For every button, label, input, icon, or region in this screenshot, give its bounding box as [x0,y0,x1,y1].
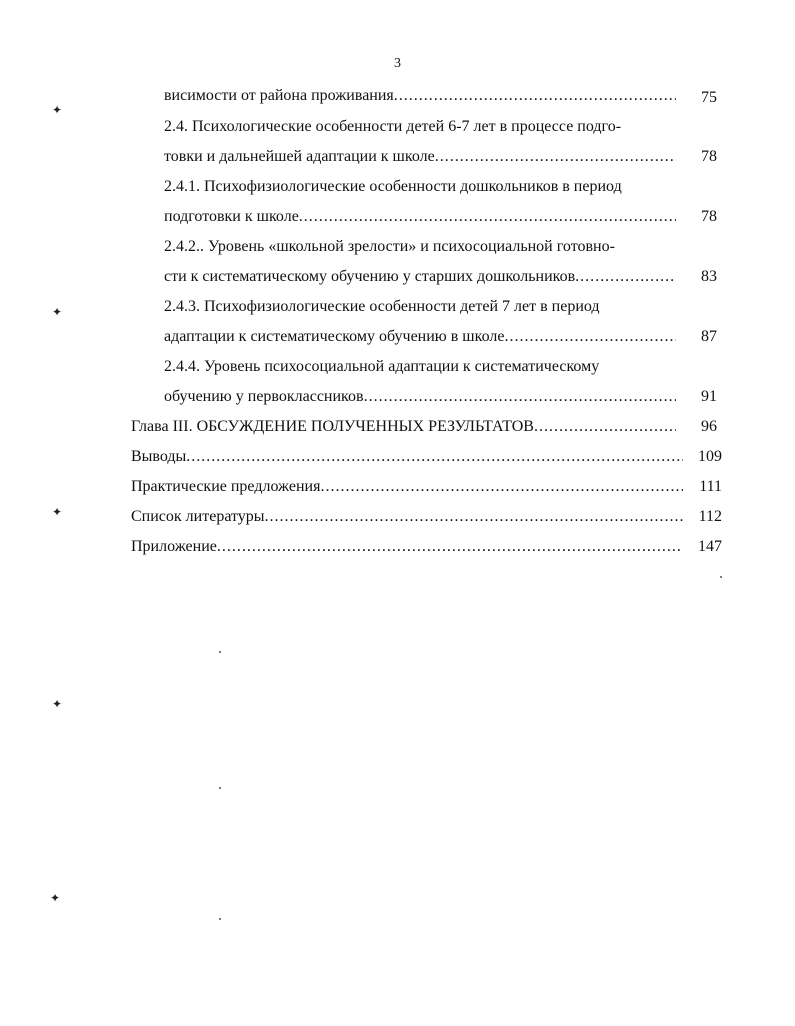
toc-page-number: 112 [698,508,722,525]
toc-page-number: 78 [701,148,717,165]
toc-entry-text: сти к систематическому обучению у старших дошкольников [164,268,576,285]
toc-entry-line [164,327,676,347]
toc-page-number: 83 [701,268,717,285]
binding-mark-icon: ✦ [50,891,61,905]
toc-entry-line [164,147,676,167]
toc-entry-text: Выводы [131,448,187,465]
dot-leader [534,417,676,437]
binding-mark-icon: ✦ [52,305,63,319]
toc-page-number: 87 [701,328,717,345]
toc-entry-text: адаптации к систематическому обучению в школе [164,328,505,345]
dot-leader [364,387,676,407]
dot-leader [320,477,683,497]
page-number: 3 [394,56,401,71]
toc-entry-text: подготовки к школе [164,208,299,225]
toc-page-number: 75 [701,89,717,106]
dot-leader [186,447,683,467]
binding-mark-icon: ✦ [52,697,63,711]
toc-page-number: 91 [701,388,717,405]
scan-speck [219,918,221,920]
dot-leader [394,86,676,106]
dot-leader [435,147,676,167]
toc-entry-line [131,537,683,557]
toc-entry-text: Список литературы [131,508,265,525]
dot-leader [265,507,683,527]
toc-entry-line: 2.4.3. Психофизиологические особенности детей 7 лет в период [164,298,600,315]
toc-entry-line [131,477,683,497]
toc-entry-line [164,267,676,287]
scan-speck [219,651,221,653]
toc-entry-text: Приложение [131,538,217,555]
toc-entry-line [131,417,676,437]
toc-entry-line [164,387,676,407]
toc-entry-text: Глава III. ОБСУЖДЕНИЕ ПОЛУЧЕННЫХ РЕЗУЛЬТАТОВ [131,418,534,435]
scan-speck [720,576,722,578]
toc-entry-text: обучению у первоклассников [164,388,364,405]
toc-entry-line: 2.4. Психологические особенности детей 6-7 лет в процессе подго- [164,118,622,135]
toc-entry-text: товки и дальнейшей адаптации к школе [164,148,435,165]
dot-leader [575,267,676,287]
dot-leader [217,537,683,557]
toc-entry-text: Практические предложения [131,478,321,495]
toc-page-number: 147 [698,538,722,555]
toc-entry-line [164,207,676,227]
binding-mark-icon: ✦ [52,505,63,519]
toc-entry-text: висимости от района проживания [164,87,394,104]
scan-speck [219,787,221,789]
toc-entry-line [164,86,676,106]
toc-entry-line: 2.4.1. Психофизиологические особенности дошкольников в период [164,178,622,195]
binding-mark-icon: ✦ [52,103,63,117]
toc-entry-line: 2.4.4. Уровень психосоциальной адаптации к систематическому [164,358,600,375]
dot-leader [504,327,676,347]
toc-page-number: 111 [699,478,722,495]
toc-page-number: 78 [701,208,717,225]
toc-entry-line [131,507,683,527]
toc-entry-line [131,447,683,467]
toc-page-number: 96 [701,418,717,435]
toc-entry-line: 2.4.2.. Уровень «школьной зрелости» и психосоциальной готовно- [164,238,615,255]
toc-page-number: 109 [698,448,722,465]
dot-leader [299,207,676,227]
